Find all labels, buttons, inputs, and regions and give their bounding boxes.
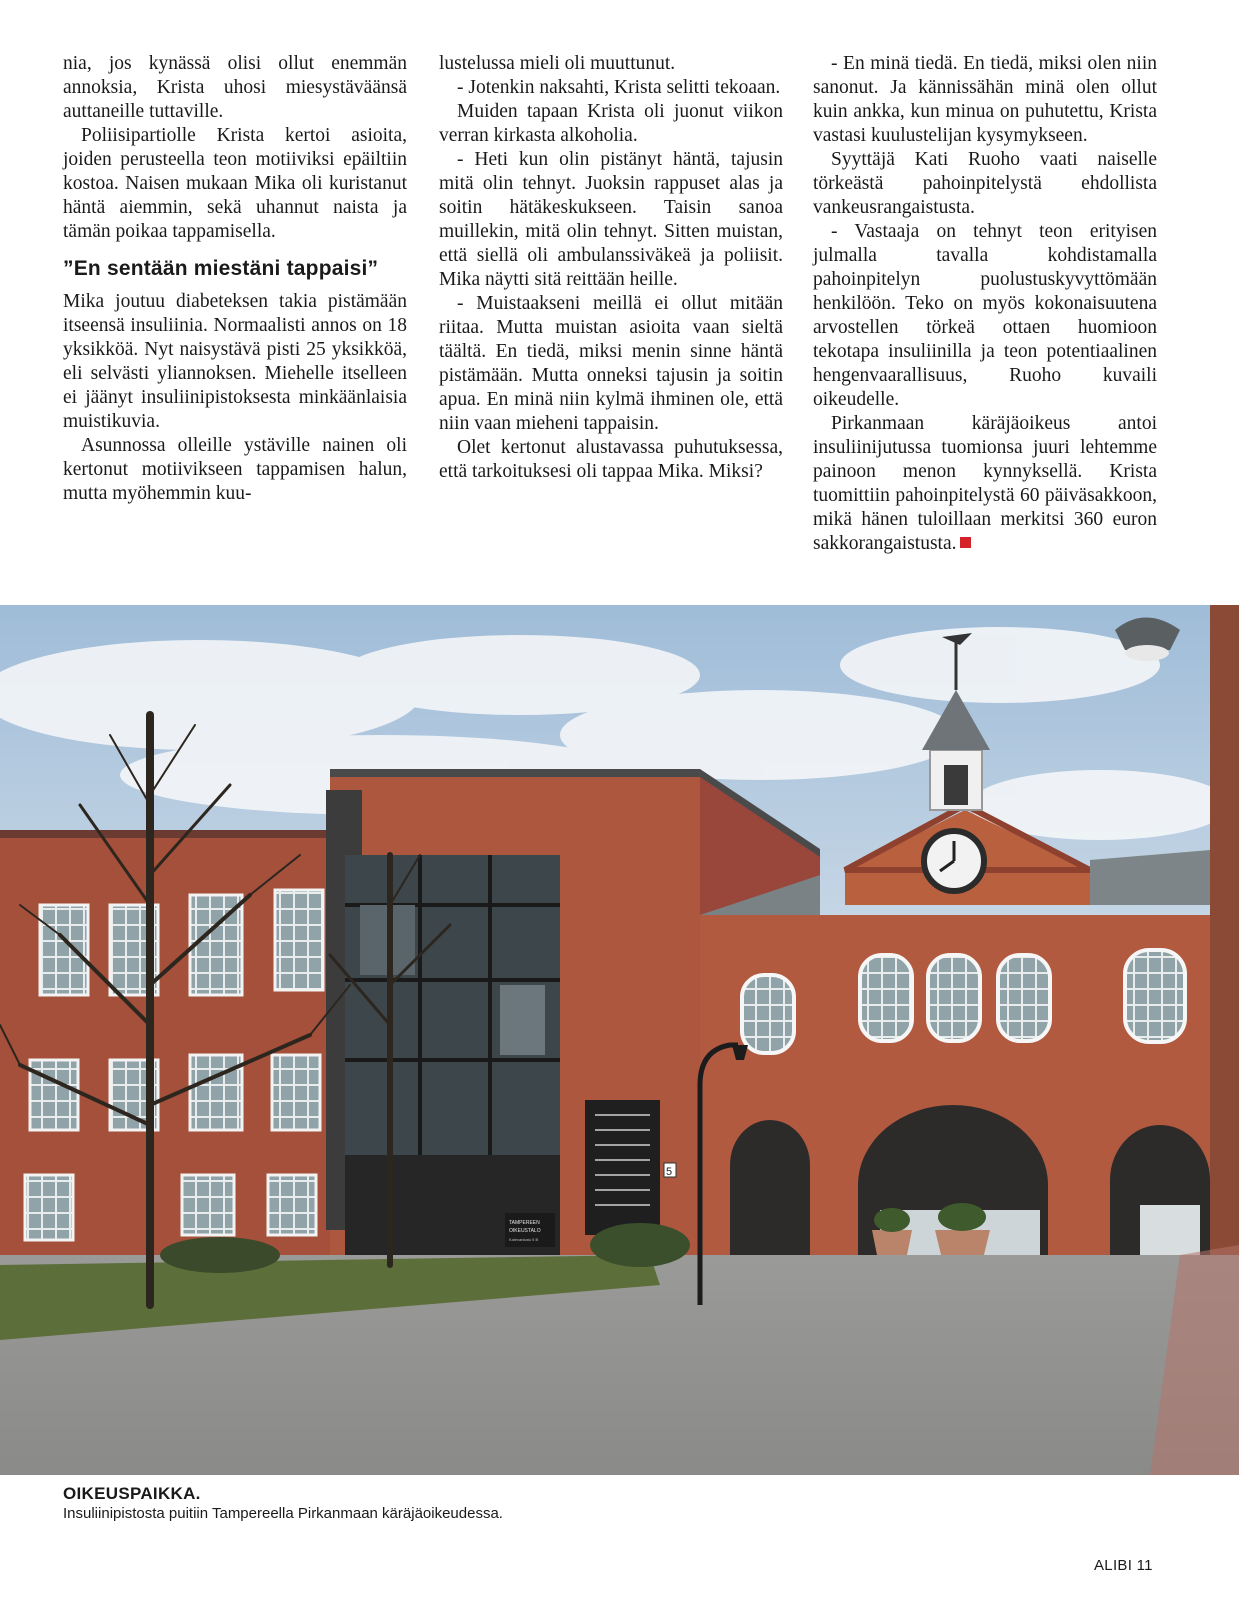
paragraph: - Vastaaja on tehnyt teon erityisen julmalla tavalla kohdistamalla pahoinpitelyn puolustuskyvyttömään henkilöön. Teko on myös kokonaisuutena arvostellen törkeä ottaen huomioon tekotapa insuliinilla ja teon potentiaalinen hengenvaarallisuus, Ruoho kuvaili oikeudelle.	[813, 221, 1157, 410]
paragraph: Muiden tapaan Krista oli juonut viikon verran kirkasta alkoholia.	[439, 101, 783, 146]
courthouse-photo	[0, 605, 1239, 1475]
paragraph: Syyttäjä Kati Ruoho vaati naiselle törkeästä pahoinpitelystä ehdollista vankeusrangaistusta.	[813, 149, 1157, 218]
paragraph: - Jotenkin naksahti, Krista selitti tekoaan.	[457, 77, 781, 98]
article-column-1	[63, 52, 407, 506]
courthouse-illustration	[0, 605, 1239, 1475]
paragraph: lustelussa mieli oli muuttunut.	[439, 53, 676, 74]
paragraph-text: Pirkanmaan käräjäoikeus antoi insuliinijutussa tuomionsa juuri lehtemme painoon menon kynnyksellä. Krista tuomittiin pahoinpitelystä 60 päiväsakkoon, mikä hänen tuloillaan merkitsi 360 euron sakkorangaistusta.	[813, 413, 1157, 554]
paragraph	[813, 412, 1157, 556]
svg-text:OIKEUSTALO: OIKEUSTALO	[509, 1228, 541, 1234]
photo-caption	[63, 1484, 963, 1523]
caption-text: Insuliinipistosta puitiin Tampereella Pirkanmaan käräjäoikeudessa.	[63, 1505, 503, 1522]
svg-text:TAMPEREEN: TAMPEREEN	[509, 1220, 540, 1226]
end-of-article-mark	[960, 537, 971, 548]
paragraph: nia, jos kynässä olisi ollut enemmän annoksia, Krista uhosi miesystäväänsä auttaneille tuttaville.	[63, 53, 407, 122]
memorial-plaque	[585, 1100, 660, 1235]
paragraph: - Heti kun olin pistänyt häntä, tajusin mitä olin tehnyt. Juoksin rappuset alas ja soitin hätäkeskukseen. Taisin sanoa muillekin, mitä olin tehnyt. Sitten muistan, että siellä oli ambulanssiväkeä ja poliisit. Mika näytti sitä reittään heille.	[439, 149, 783, 290]
caption-title: OIKEUSPAIKKA.	[63, 1484, 201, 1503]
paragraph: Asunnossa olleille ystäville nainen oli kertonut motiivikseen tappamisen halun, mutta myöhemmin kuu-	[63, 435, 407, 504]
page-folio: ALIBI 11	[1094, 1557, 1153, 1574]
subheading: ”En sentään miestäni tappaisi”	[63, 257, 379, 280]
paragraph: Mika joutuu diabeteksen takia pistämään itseensä insuliinia. Normaalisti annos on 18 yksikköä. Nyt naisystävä pisti 25 yksikköä, eli selvästi yliannoksen. Miehelle itselleen ei jäänyt insuliinipistoksesta minkäänlaisia muistikuvia.	[63, 291, 407, 432]
paragraph: Olet kertonut alustavassa puhutuksessa, että tarkoituksesi oli tappaa Mika. Miksi?	[439, 437, 783, 482]
article-column-3	[813, 52, 1157, 556]
street-number: 5	[666, 1166, 673, 1178]
svg-text:Kalevankatu 5 B: Kalevankatu 5 B	[509, 1237, 539, 1242]
paragraph: - Muistaakseni meillä ei ollut mitään riitaa. Mutta muistan asioita vaan sieltä täältä. En tiedä, miksi menin sinne häntä pistämään. Mutta onneksi tajusin ja soitin apua. En minä niin kylmä ihminen ole, että niin vaan mieheni tappaisin.	[439, 293, 783, 434]
paragraph: - En minä tiedä. En tiedä, miksi olen niin sanonut. Ja kännissähän minä olen ollut kuin ankka, kun minua on puhutettu, Krista vastasi kuulustelijan kysymykseen.	[813, 53, 1157, 146]
paragraph: Poliisipartiolle Krista kertoi asioita, joiden perusteella teon motiiviksi epäiltiin kostoa. Naisen mukaan Mika oli kuristanut häntä aiemmin, sekä uhannut naista ja tämän poikaa tappamisella.	[63, 125, 407, 242]
article-column-2	[439, 52, 783, 484]
